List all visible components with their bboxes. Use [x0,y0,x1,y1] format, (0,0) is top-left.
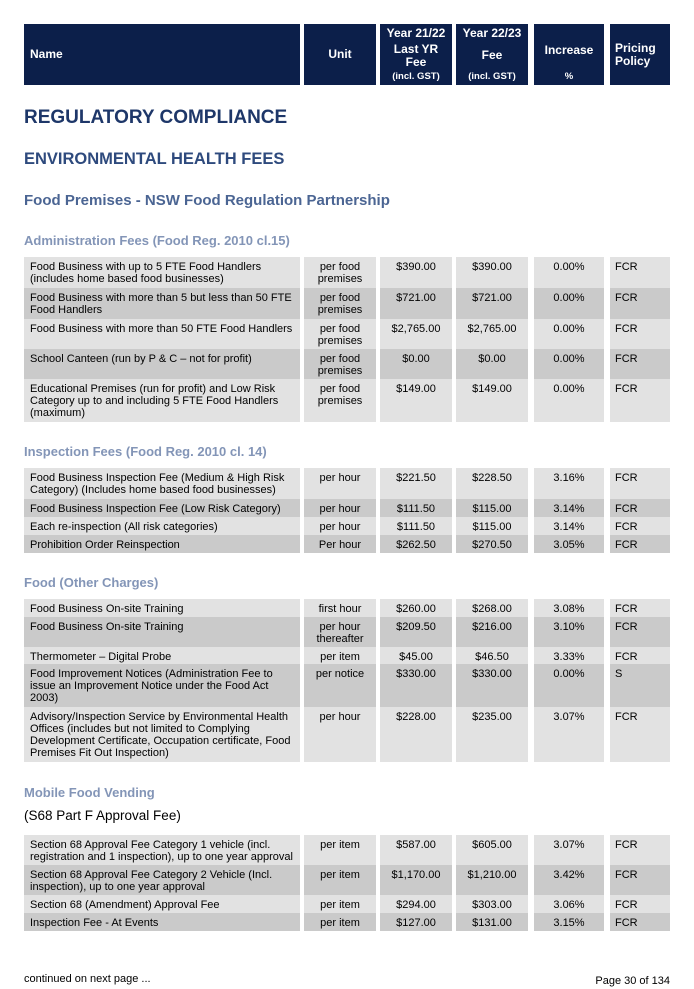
row-name: Food Business Inspection Fee (Medium & High Risk Category) (Includes home based food businesses) [24,468,300,499]
row-policy: FCR [610,535,670,553]
row-policy: FCR [610,617,670,647]
row-fee: $268.00 [456,599,528,617]
table-row [24,349,670,379]
section-title: Administration Fees (Food Reg. 2010 cl.15) [24,233,290,248]
row-increase: 3.15% [534,913,604,931]
row-fee: $228.50 [456,468,528,499]
header-fee-top: Year 22/23 [462,26,522,40]
row-increase: 3.14% [534,499,604,517]
row-unit: per hour [304,517,376,535]
row-policy: FCR [610,379,670,422]
table-row [24,257,670,288]
heading-environmental-health-fees: ENVIRONMENTAL HEALTH FEES [24,150,285,168]
row-increase: 3.05% [534,535,604,553]
header-increase-label: Increase [544,43,594,57]
row-fee: $216.00 [456,617,528,647]
row-unit: per food premises [304,257,376,288]
row-fee: $131.00 [456,913,528,931]
row-increase: 3.10% [534,617,604,647]
row-increase: 3.42% [534,865,604,895]
row-name: Inspection Fee - At Events [24,913,300,931]
row-unit: per food premises [304,349,376,379]
row-policy: FCR [610,865,670,895]
fee-table [24,599,670,762]
row-name: Food Business with more than 5 but less than 50 FTE Food Handlers [24,288,300,319]
row-fee: $303.00 [456,895,528,913]
row-policy: FCR [610,913,670,931]
row-name: Section 68 Approval Fee Category 2 Vehicle (Incl. inspection), up to one year approval [24,865,300,895]
row-fee: $270.50 [456,535,528,553]
row-last-year-fee: $209.50 [380,617,452,647]
row-increase: 3.14% [534,517,604,535]
section-title: Inspection Fees (Food Reg. 2010 cl. 14) [24,444,267,459]
row-increase: 3.16% [534,468,604,499]
row-increase: 0.00% [534,319,604,349]
row-unit: per food premises [304,379,376,422]
row-unit: per item [304,913,376,931]
row-unit: per hour [304,499,376,517]
row-name: Food Improvement Notices (Administration Fee to issue an Improvement Notice under the Food Act 2003) [24,664,300,707]
row-increase: 0.00% [534,349,604,379]
table-row [24,468,670,499]
header-fee [456,24,528,85]
row-fee: $390.00 [456,257,528,288]
header-unit: Unit [304,24,376,85]
continued-note: continued on next page ... [24,973,151,985]
fee-table [24,257,670,422]
header-pricing-policy: Pricing Policy [610,24,670,85]
table-row [24,707,670,762]
row-name: Thermometer – Digital Probe [24,647,300,664]
row-increase: 0.00% [534,379,604,422]
row-last-year-fee: $587.00 [380,835,452,865]
table-row [24,517,670,535]
row-name: Section 68 Approval Fee Category 1 vehicle (incl. registration and 1 inspection), up to one year approval [24,835,300,865]
row-last-year-fee: $221.50 [380,468,452,499]
row-fee: $1,210.00 [456,865,528,895]
row-policy: FCR [610,707,670,762]
table-row [24,379,670,422]
header-last-year [380,24,452,85]
heading-food-premises: Food Premises - NSW Food Regulation Partnership [24,192,390,209]
row-policy: FCR [610,647,670,664]
row-policy: FCR [610,517,670,535]
row-fee: $0.00 [456,349,528,379]
fee-table [24,835,670,931]
table-row [24,895,670,913]
row-policy: FCR [610,499,670,517]
row-last-year-fee: $0.00 [380,349,452,379]
row-last-year-fee: $149.00 [380,379,452,422]
row-name: Food Business Inspection Fee (Low Risk Category) [24,499,300,517]
row-name: Educational Premises (run for profit) and Low Risk Category up to and including 5 FTE Food Handlers (maximum) [24,379,300,422]
table-row [24,319,670,349]
header-fee-bottom: (incl. GST) [468,71,516,82]
row-fee: $46.50 [456,647,528,664]
table-row [24,599,670,617]
row-increase: 3.07% [534,707,604,762]
header-last-year-mid: Last YR Fee [393,41,439,69]
header-increase-unit: % [564,71,574,82]
row-last-year-fee: $721.00 [380,288,452,319]
table-header [24,24,670,85]
row-fee: $149.00 [456,379,528,422]
row-name: School Canteen (run by P & C – not for profit) [24,349,300,379]
row-name: Food Business On-site Training [24,599,300,617]
row-increase: 0.00% [534,664,604,707]
row-unit: per hour thereafter [304,617,376,647]
header-last-year-top: Year 21/22 [386,26,446,40]
row-unit: per food premises [304,319,376,349]
section-subtitle: (S68 Part F Approval Fee) [24,808,181,823]
row-last-year-fee: $294.00 [380,895,452,913]
header-last-year-bottom: (incl. GST) [392,71,440,82]
row-policy: FCR [610,319,670,349]
row-last-year-fee: $390.00 [380,257,452,288]
row-unit: per item [304,647,376,664]
row-unit: per notice [304,664,376,707]
row-last-year-fee: $45.00 [380,647,452,664]
row-policy: FCR [610,835,670,865]
row-name: Prohibition Order Reinspection [24,535,300,553]
row-unit: per item [304,895,376,913]
row-last-year-fee: $228.00 [380,707,452,762]
row-last-year-fee: $127.00 [380,913,452,931]
row-fee: $721.00 [456,288,528,319]
row-fee: $2,765.00 [456,319,528,349]
row-name: Each re-inspection (All risk categories) [24,517,300,535]
row-name: Food Business On-site Training [24,617,300,647]
row-fee: $235.00 [456,707,528,762]
table-row [24,835,670,865]
row-policy: FCR [610,895,670,913]
table-row [24,647,670,664]
row-increase: 3.07% [534,835,604,865]
row-increase: 0.00% [534,257,604,288]
table-row [24,913,670,931]
row-fee: $605.00 [456,835,528,865]
header-increase [534,24,604,85]
row-unit: per item [304,865,376,895]
row-unit: Per hour [304,535,376,553]
row-fee: $115.00 [456,517,528,535]
row-name: Food Business with more than 50 FTE Food Handlers [24,319,300,349]
row-name: Advisory/Inspection Service by Environmental Health Offices (includes but not limited to Complying Development Certificate, Occupation certificate, Food Premises Fit Out Inspection) [24,707,300,762]
table-row [24,535,670,553]
row-last-year-fee: $262.50 [380,535,452,553]
row-last-year-fee: $330.00 [380,664,452,707]
table-row [24,664,670,707]
table-row [24,288,670,319]
row-name: Section 68 (Amendment) Approval Fee [24,895,300,913]
row-policy: S [610,664,670,707]
row-policy: FCR [610,349,670,379]
row-unit: per food premises [304,288,376,319]
row-unit: per hour [304,468,376,499]
row-unit: per hour [304,707,376,762]
row-last-year-fee: $111.50 [380,517,452,535]
row-increase: 3.33% [534,647,604,664]
row-increase: 3.08% [534,599,604,617]
table-row [24,865,670,895]
heading-regulatory-compliance: REGULATORY COMPLIANCE [24,107,288,128]
table-row [24,617,670,647]
header-name: Name [24,24,300,85]
row-policy: FCR [610,468,670,499]
row-policy: FCR [610,257,670,288]
row-last-year-fee: $2,765.00 [380,319,452,349]
row-unit: first hour [304,599,376,617]
row-unit: per item [304,835,376,865]
header-fee-mid: Fee [481,48,503,62]
section-title: Mobile Food Vending [24,785,155,800]
row-name: Food Business with up to 5 FTE Food Handlers (includes home based food businesses) [24,257,300,288]
row-fee: $330.00 [456,664,528,707]
row-fee: $115.00 [456,499,528,517]
row-last-year-fee: $1,170.00 [380,865,452,895]
row-increase: 0.00% [534,288,604,319]
page-number: Page 30 of 134 [595,975,670,987]
row-last-year-fee: $260.00 [380,599,452,617]
section-title: Food (Other Charges) [24,575,159,590]
row-last-year-fee: $111.50 [380,499,452,517]
row-policy: FCR [610,599,670,617]
row-increase: 3.06% [534,895,604,913]
row-policy: FCR [610,288,670,319]
table-row [24,499,670,517]
fee-table [24,468,670,553]
